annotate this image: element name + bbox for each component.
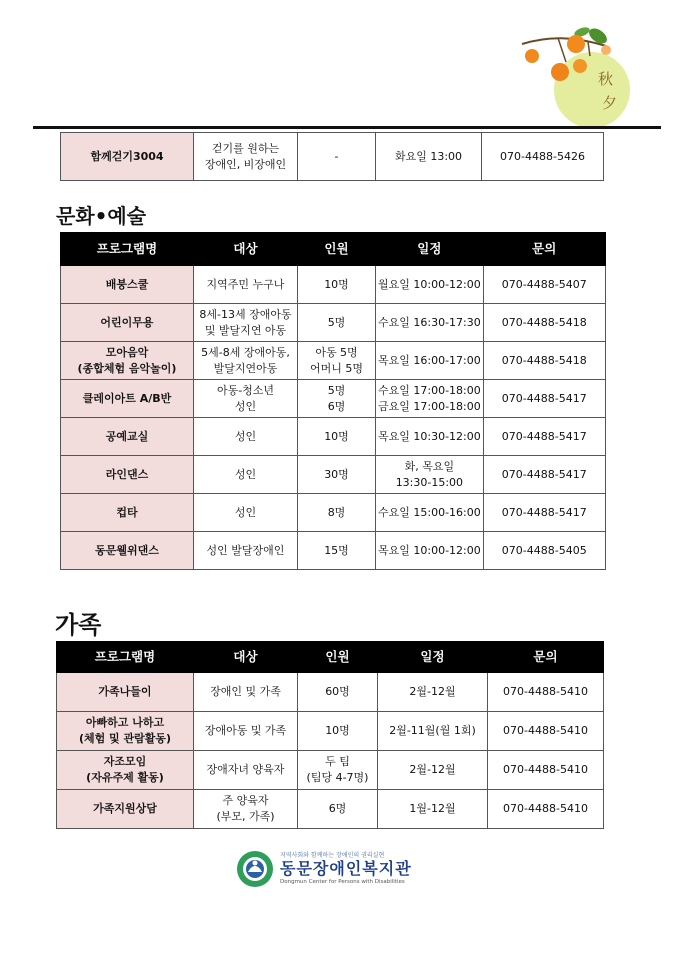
table-row (61, 304, 606, 342)
program-schedule: 수요일 15:00-16:00 (376, 494, 484, 532)
table-row (61, 532, 606, 570)
program-target: 성인 (194, 418, 298, 456)
program-schedule: 수요일 17:00-18:00 금요일 17:00-18:00 (376, 380, 484, 418)
program-contact: 070-4488-5410 (488, 751, 604, 790)
table-row (57, 790, 604, 829)
program-count: 10명 (298, 418, 376, 456)
program-schedule: 2월-12월 (378, 751, 488, 790)
program-contact: 070-4488-5417 (483, 418, 605, 456)
program-contact: 070-4488-5417 (483, 456, 605, 494)
header-schedule: 일정 (378, 642, 488, 673)
header-program: 프로그램명 (57, 642, 194, 673)
program-name: 클레이아트 A/B반 (61, 380, 194, 418)
program-schedule: 화, 목요일 13:30-15:00 (376, 456, 484, 494)
program-target: 5세-8세 장애아동, 발달지연아동 (194, 342, 298, 380)
program-name: 아빠하고 나하고 (체험 및 관람활동) (57, 712, 194, 751)
program-schedule: 목요일 10:30-12:00 (376, 418, 484, 456)
program-name: 자조모임 (자유주제 활동) (57, 751, 194, 790)
program-schedule: 2월-12월 (378, 673, 488, 712)
table-row (61, 266, 606, 304)
header-schedule: 일정 (376, 233, 484, 266)
deco-char-1: 秋 (598, 70, 614, 88)
program-count: 8명 (298, 494, 376, 532)
program-schedule: 화요일 13:00 (376, 133, 482, 181)
table-row (61, 380, 606, 418)
table-row (57, 751, 604, 790)
header-contact: 문의 (483, 233, 605, 266)
program-target: 8세-13세 장애아동 및 발달지연 아동 (194, 304, 298, 342)
program-target: 성인 발달장애인 (194, 532, 298, 570)
program-target: 장애자녀 양육자 (194, 751, 298, 790)
table-header-row (57, 642, 604, 673)
program-count: 5명 (298, 304, 376, 342)
header-count: 인원 (298, 233, 376, 266)
program-target: 장애아동 및 가족 (194, 712, 298, 751)
program-contact: 070-4488-5418 (483, 304, 605, 342)
program-count: 30명 (298, 456, 376, 494)
program-count: 6명 (298, 790, 378, 829)
program-target: 성인 (194, 494, 298, 532)
program-count: 15명 (298, 532, 376, 570)
header-count: 인원 (298, 642, 378, 673)
program-schedule: 1월-12월 (378, 790, 488, 829)
program-name: 라인댄스 (61, 456, 194, 494)
footer-center-name: 동문장애인복지관 (280, 859, 412, 878)
center-logo-icon (236, 850, 274, 888)
program-target: 성인 (194, 456, 298, 494)
program-count: 10명 (298, 712, 378, 751)
header-divider (33, 126, 661, 129)
header-contact: 문의 (488, 642, 604, 673)
persimmon-moon-icon (518, 22, 638, 132)
footer (236, 850, 426, 890)
program-name: 가족나들이 (57, 673, 194, 712)
program-contact: 070-4488-5410 (488, 712, 604, 751)
family-program-table (56, 641, 604, 829)
section-title-culture: 문화•예술 (56, 204, 147, 228)
program-contact: 070-4488-5417 (483, 380, 605, 418)
program-contact: 070-4488-5417 (483, 494, 605, 532)
header-program: 프로그램명 (61, 233, 194, 266)
program-schedule: 월요일 10:00-12:00 (376, 266, 484, 304)
table-row (61, 342, 606, 380)
program-contact: 070-4488-5407 (483, 266, 605, 304)
section-title-family: 가족 (55, 611, 102, 639)
footer-english-name: Dongmun Center for Persons with Disabilities (280, 879, 405, 885)
program-name: 배붕스쿨 (61, 266, 194, 304)
program-contact: 070-4488-5405 (483, 532, 605, 570)
table-row (61, 494, 606, 532)
program-count: 5명 6명 (298, 380, 376, 418)
program-target: 장애인 및 가족 (194, 673, 298, 712)
program-contact: 070-4488-5418 (483, 342, 605, 380)
table-header-row (61, 233, 606, 266)
deco-char-2: 夕 (602, 94, 618, 112)
program-count: 60명 (298, 673, 378, 712)
program-count: - (298, 133, 376, 181)
program-contact: 070-4488-5410 (488, 673, 604, 712)
program-count: 10명 (298, 266, 376, 304)
program-name: 동문웰위댄스 (61, 532, 194, 570)
footer-slogan: 지역사회와 함께하는 장애인의 권리실현 (280, 852, 385, 859)
table-row (61, 418, 606, 456)
program-name: 공예교실 (61, 418, 194, 456)
family-rows (57, 673, 604, 829)
program-schedule: 2월-11월(월 1회) (378, 712, 488, 751)
program-count: 아동 5명 어머니 5명 (298, 342, 376, 380)
program-name: 컵타 (61, 494, 194, 532)
table-row (61, 133, 604, 181)
program-schedule: 목요일 10:00-12:00 (376, 532, 484, 570)
program-schedule: 수요일 16:30-17:30 (376, 304, 484, 342)
program-name: 어린이무용 (61, 304, 194, 342)
program-target: 걷기를 원하는 장애인, 비장애인 (194, 133, 298, 181)
program-name: 모아음악 (종합체험 음악놀이) (61, 342, 194, 380)
header-target: 대상 (194, 642, 298, 673)
program-target: 아동-청소년 성인 (194, 380, 298, 418)
program-name: 함께걷기3004 (61, 133, 194, 181)
program-name: 가족지원상담 (57, 790, 194, 829)
culture-rows (61, 266, 606, 570)
program-contact: 070-4488-5410 (488, 790, 604, 829)
walking-program-table (60, 132, 604, 181)
table-row (57, 673, 604, 712)
program-target: 지역주민 누구나 (194, 266, 298, 304)
table-row (61, 456, 606, 494)
program-count: 두 팀 (팀당 4-7명) (298, 751, 378, 790)
table-row (57, 712, 604, 751)
culture-program-table (60, 232, 606, 570)
header-target: 대상 (194, 233, 298, 266)
program-contact: 070-4488-5426 (482, 133, 604, 181)
program-target: 주 양육자 (부모, 가족) (194, 790, 298, 829)
program-schedule: 목요일 16:00-17:00 (376, 342, 484, 380)
